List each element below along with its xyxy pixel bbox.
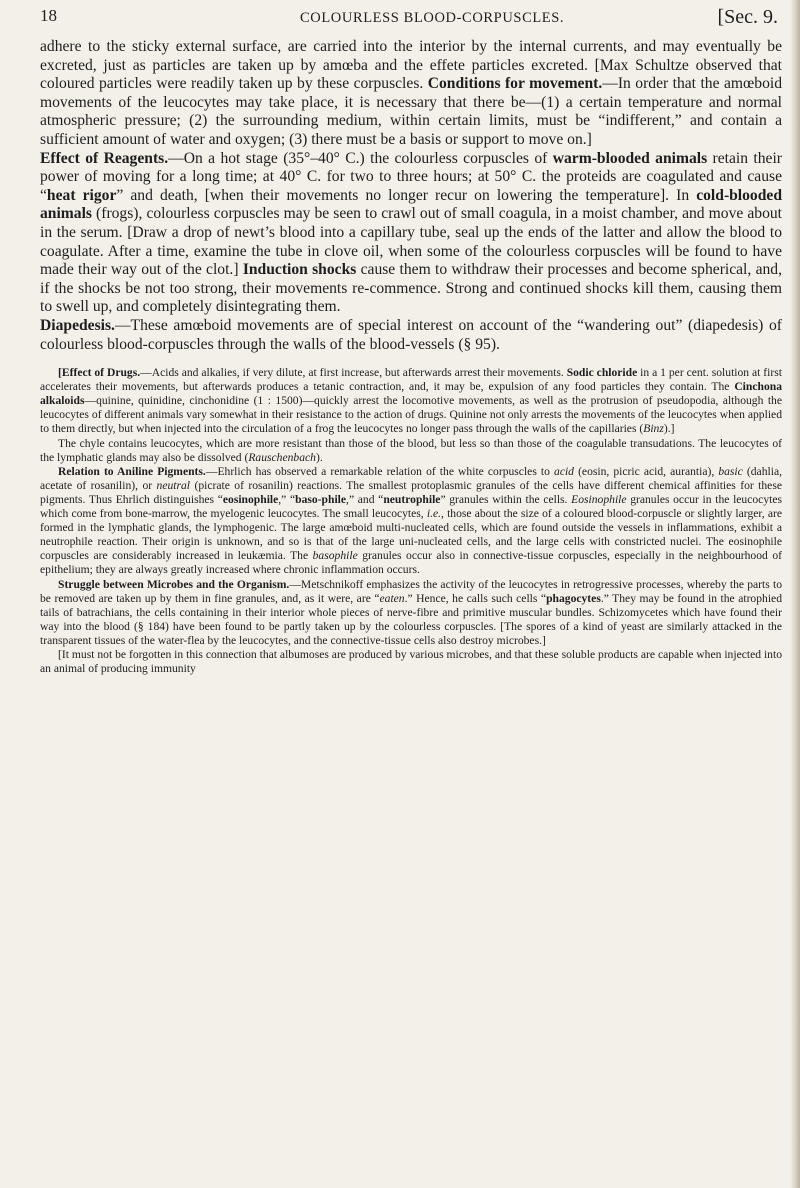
running-header [40, 0, 782, 38]
page-edge-shadow [790, 0, 800, 1188]
book-page [40, 0, 782, 1188]
note-struggle: Struggle between Microbes and the Organism.—Metschnikoff emphasizes the activity of the leucocytes in retrogressive processes, whereby the parts to be removed are taken up by them in fine granules, and, as it were, are “eaten.” Hence, he calls such cells “phagocytes.” They may be found in the atrophied tails of batrachians, the cells containing in their interior whole pieces of nerve-fibre and primitive muscular bundles. Schizomycetes which have found their way into the blood (§ 184) have been found to be partly taken up by the colourless corpuscles. [The spores of a kind of yeast are similarly attacked in the transparent tissues of the water-flea by the leucocytes, and the connective-tissue cells also destroy microbes.] [40, 577, 782, 647]
main-text [40, 38, 782, 354]
paragraph-2: Effect of Reagents.—On a hot stage (35°–40° C.) the colourless corpuscles of warm-blooded animals retain their power of moving for a long time; at 40° C. for two to three hours; at 50° C. the proteids are coagulated and cause “heat rigor” and death, [when their movements no longer recur on lowering the temperature]. In cold-blooded animals (frogs), colourless corpuscles may be seen to crawl out of small coagula, in a moist chamber, and move about in the serum. [Draw a drop of newt’s blood into a capillary tube, seal up the ends of the latter and allow the blood to coagulate. After a time, examine the tube in clove oil, when some of the colourless corpuscles will be found to have made their way out of the clot.] Induction shocks cause them to withdraw their processes and become spherical, and, if the shocks be not too strong, their movements re-commence. Strong and continued shocks kill them, causing them to swell up, and completely disintegrating them. [40, 149, 782, 316]
note-aniline: Relation to Aniline Pigments.—Ehrlich has observed a remarkable relation of the white corpuscles to acid (eosin, picric acid, aurantia), basic (dahlia, acetate of rosanilin), or neutral (picrate of rosanilin) reactions. The smallest protoplasmic granules of the cells have different chemical affinities for these pigments. Thus Ehrlich distinguishes “eosinophile,” “baso-phile,” and “neutrophile” granules within the cells. Eosinophile granules occur in the leucocytes which come from bone-marrow, the myelogenic leucocytes. The small leucocytes, i.e., those about the size of a coloured blood-corpuscle or slightly larger, are formed in the lymphatic glands, the lymphogenic. The large amœboid multi-nucleated cells, which are found outside the vessels in inflammations, exhibit a neutrophile reaction. Their origin is unknown, and so is that of the large uni-nucleated cells, and the large cells with constricted nuclei. The eosinophile corpuscles are considerably increased in leukæmia. The basophile granules occur also in connective-tissue corpuscles, especially in the neighbourhood of epithelium; they are always greatly increased where chronic inflammation occurs. [40, 464, 782, 577]
note-albumoses: [It must not be forgotten in this connection that albumoses are produced by various microbes, and that these soluble products are capable when injected into an animal of producing immunity [40, 647, 782, 676]
paragraph-1: adhere to the sticky external surface, are carried into the interior by the internal currents, and may eventually be excreted, just as particles are taken up by amœba and the effete particles excreted. [Max Schultze observed that coloured particles were readily taken up by these corpuscles. Conditions for movement.—In order that the amœboid movements of the leucocytes may take place, it is necessary that there be—(1) a certain temperature and normal atmospheric pressure; (2) the surrounding medium, within certain limits, must be “indifferent,” and contain a sufficient amount of water and oxygen; (3) there must be a basis or support to move on.] [40, 38, 783, 148]
diapedesis-heading: Diapedesis. [40, 316, 115, 334]
reagents-heading: Effect of Reagents. [40, 149, 169, 167]
conditions-heading: Conditions for movement. [427, 75, 603, 93]
page-number: 18 [40, 6, 57, 25]
note-chyle: The chyle contains leucocytes, which are more resistant than those of the blood, but less so than those of the coagulable transudations. The leucocytes of the lymphatic glands may also be dissolved (Rauschenbach). [40, 436, 782, 464]
running-title: COLOURLESS BLOOD-CORPUSCLES. [300, 10, 565, 26]
note-drugs: [Effect of Drugs.—Acids and alkalies, if very dilute, at first increase, but afterwards arrest their movements. Sodic chloride in a 1 per cent. solution at first accelerates their movements, but afterwards produces a tetanic contraction, and, it may be, expulsion of any food particles they contain. The Cinchona alkaloids—quinine, quinidine, cinchonidine (1 : 1500)—quickly arrest the locomotive movements, as well as the protrusion of pseudopodia, although the leucocytes of different animals vary somewhat in their resistance to the action of drugs. Quinine not only arrests the movements of the leucocytes when applied to them directly, but when injected into the circulation of a frog the leucocytes no longer pass through the walls of the capillaries (Binz).] [40, 366, 782, 436]
paragraph-3: Diapedesis.—These amœboid movements are of special interest on account of the “wandering out” (diapedesis) of colourless blood-corpuscles through the walls of the blood-vessels (§ 95). [40, 316, 782, 353]
section-label: [Sec. 9. [717, 6, 778, 28]
small-print-notes [40, 366, 782, 676]
